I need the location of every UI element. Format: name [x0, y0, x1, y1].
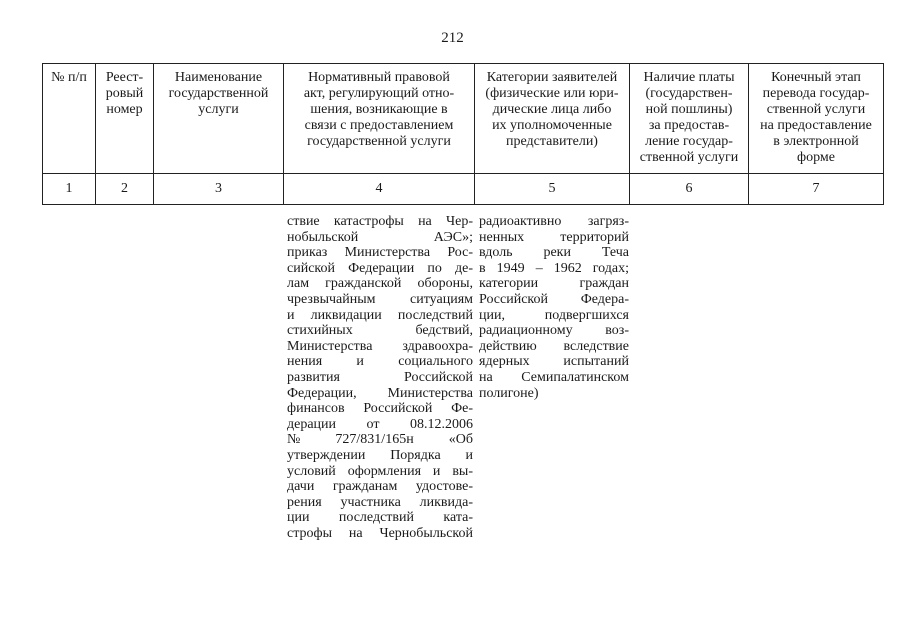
column-header-3 [154, 64, 284, 174]
column-header-line: услуги [198, 102, 239, 117]
applicant-category-line: радиоактивно загряз- [479, 214, 629, 229]
normative-act-line: финансов Российской Фе- [287, 401, 473, 417]
applicant-category-line: в 1949 – 1962 годах; [479, 260, 629, 276]
normative-act-line: и ликвидации последствий [287, 307, 473, 323]
column-number-2: 2 [96, 174, 154, 205]
column-header-line: их уполномоченные [492, 118, 612, 133]
column-number-1: 1 [43, 174, 96, 205]
normative-act-line: ствие катастрофы на Чер- [287, 214, 473, 229]
column-header-line: номер [106, 102, 143, 117]
column-number-3: 3 [154, 174, 284, 205]
column-header-line: дические лица либо [492, 102, 612, 117]
column-header-line: (физические или юри- [485, 86, 619, 101]
applicant-category-line: Российской Федера- [479, 291, 629, 307]
normative-act-line: дачи гражданам удостове- [287, 479, 473, 495]
normative-act-line: лам гражданской обороны, [287, 276, 473, 292]
column-header-line: Нормативный правовой [308, 70, 450, 85]
table-header [43, 64, 884, 174]
column-header-line: Наличие платы [643, 70, 735, 85]
column-number-5: 5 [475, 174, 630, 205]
normative-act-line: рения участника ликвида- [287, 494, 473, 510]
applicant-category-line: категории граждан [479, 276, 629, 292]
column-header-2 [96, 64, 154, 174]
applicant-category-line: радиационному воз- [479, 323, 629, 339]
applicant-category-continuation [479, 214, 629, 401]
column-header-6 [630, 64, 749, 174]
column-number-4: 4 [284, 174, 475, 205]
applicant-category-line: ненных территорий [479, 229, 629, 245]
normative-act-line: ции последствий ката- [287, 510, 473, 526]
services-table [42, 63, 884, 205]
column-header-5 [475, 64, 630, 174]
column-header-line: государственной [168, 86, 269, 101]
column-number-row [43, 174, 884, 205]
column-header-line: за предостав- [648, 118, 730, 133]
column-header-line: в электронной [773, 134, 859, 149]
applicant-category-line: ции, подвергшихся [479, 307, 629, 323]
table-body [43, 174, 884, 205]
normative-act-line: развития Российской [287, 369, 473, 385]
column-header-line: Конечный этап [771, 70, 861, 85]
normative-act-line: приказ Министерства Рос- [287, 245, 473, 261]
column-header-line: ной пошлины) [645, 102, 733, 117]
applicant-category-line: на Семипалатинском [479, 369, 629, 385]
column-header-line: (государствен- [645, 86, 733, 101]
applicant-category-line: полигоне) [479, 385, 539, 401]
normative-act-continuation [287, 214, 473, 541]
column-header-line: ственной услуги [766, 102, 866, 117]
normative-act-line: нобыльской АЭС»; [287, 229, 473, 245]
normative-act-line: строфы на Чернобыльской [287, 525, 473, 541]
normative-act-line: чрезвычайным ситуациям [287, 291, 473, 307]
column-number-7: 7 [749, 174, 884, 205]
column-header-line: Реест- [105, 70, 144, 85]
column-header-line: форме [797, 150, 835, 165]
column-header-line: ственной услуги [639, 150, 739, 165]
normative-act-line: дерации от 08.12.2006 [287, 416, 473, 432]
column-header-line: № п/п [51, 70, 87, 85]
normative-act-line: Министерства здравоохра- [287, 338, 473, 354]
applicant-category-line: вдоль реки Теча [479, 245, 629, 261]
page-number: 212 [441, 30, 464, 46]
normative-act-line: нения и социального [287, 354, 473, 370]
column-header-line: шения, возникающие в [310, 102, 448, 117]
normative-act-line: сийской Федерации по де- [287, 260, 473, 276]
normative-act-line: Федерации, Министерства [287, 385, 473, 401]
normative-act-line: стихийных бедствий, [287, 323, 473, 339]
applicant-category-line: действию вследствие [479, 338, 629, 354]
column-header-line: Наименование [174, 70, 263, 85]
applicant-category-line: ядерных испытаний [479, 354, 629, 370]
column-number-6: 6 [630, 174, 749, 205]
column-header-line: ление государ- [645, 134, 733, 149]
normative-act-line: № 727/831/165н «Об [287, 432, 473, 448]
column-header-1 [43, 64, 96, 174]
column-header-line: представители) [506, 134, 598, 149]
column-header-line: государственной услуги [307, 134, 451, 149]
header-row [43, 64, 884, 174]
column-header-line: акт, регулирующий отно- [303, 86, 455, 101]
column-header-4 [284, 64, 475, 174]
normative-act-line: утверждении Порядка и [287, 447, 473, 463]
column-header-line: перевода государ- [762, 86, 870, 101]
column-header-line: ровый [105, 86, 144, 101]
column-header-7 [749, 64, 884, 174]
column-header-line: связи с предоставлением [304, 118, 454, 133]
normative-act-line: условий оформления и вы- [287, 463, 473, 479]
column-header-line: Категории заявителей [486, 70, 618, 85]
column-header-line: на предоставление [760, 118, 872, 133]
